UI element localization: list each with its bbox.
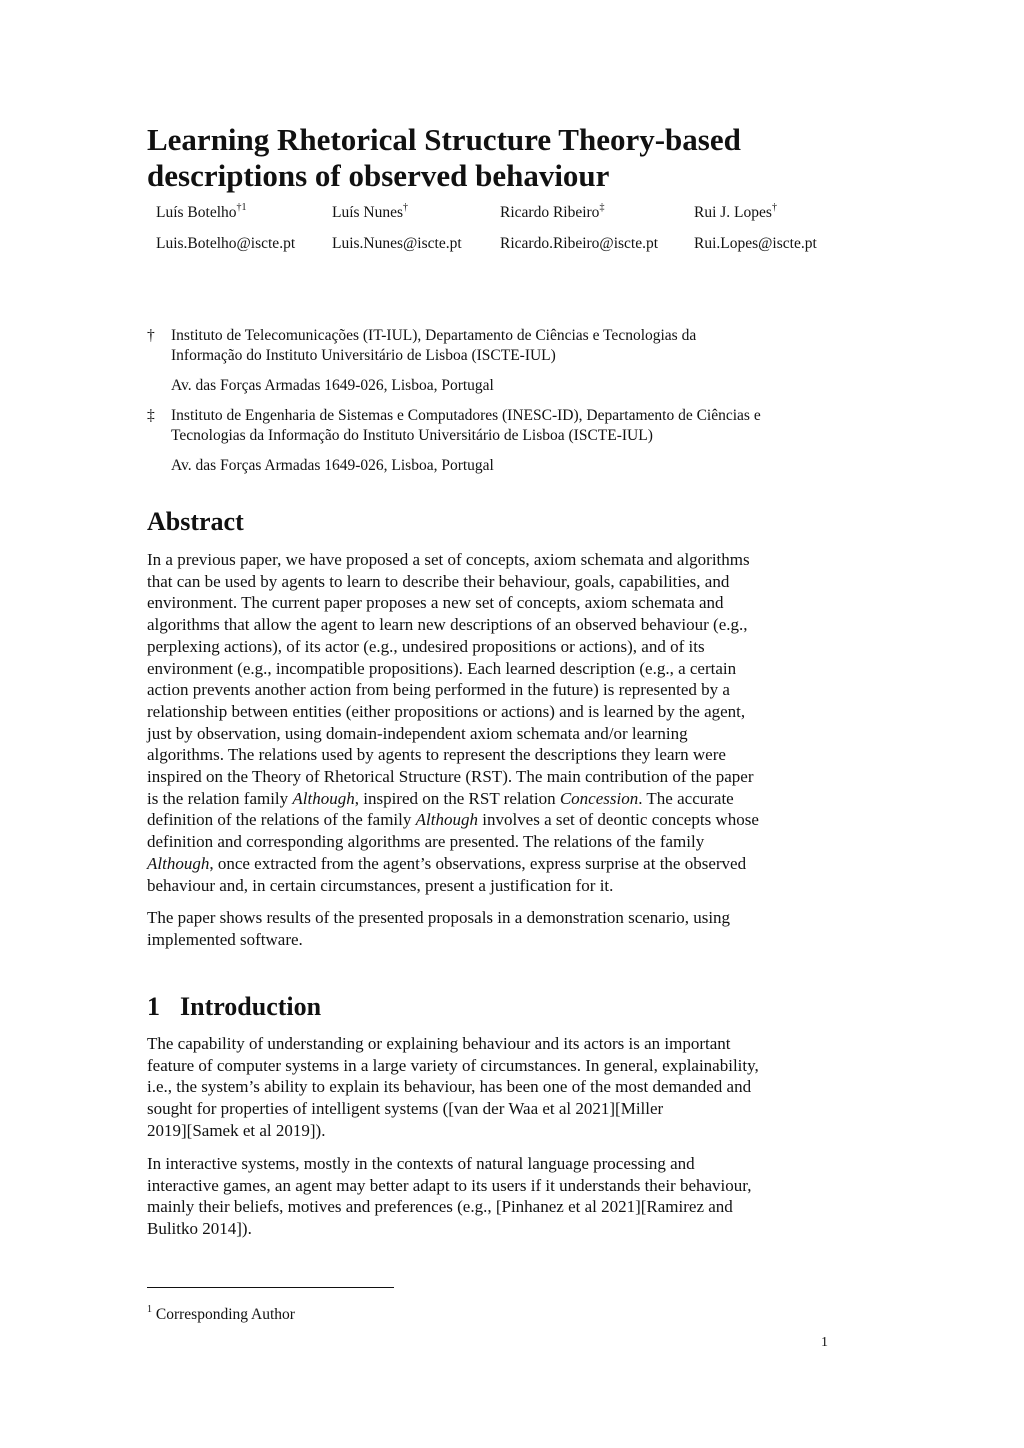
text-line: Bulitko 2014]). <box>147 1219 252 1239</box>
page-number: 1 <box>821 1335 828 1350</box>
italic-term: Although <box>415 810 478 830</box>
affiliation-text <box>171 406 837 446</box>
text-line: behaviour and, in certain circumstances, present a justification for it. <box>147 875 614 895</box>
author-mark: †1 <box>236 201 247 213</box>
text-line: In interactive systems, mostly in the contexts of natural language processing and <box>147 1154 695 1173</box>
affiliation-mark: † <box>147 327 155 344</box>
author-mark: † <box>403 201 409 213</box>
text-line: action prevents another action from being performed in the future) is represented by a <box>147 680 730 700</box>
author-email[interactable]: Ricardo.Ribeiro@iscte.pt <box>500 235 659 252</box>
author-email[interactable]: Luis.Nunes@iscte.pt <box>332 235 462 252</box>
text-line: implemented software. <box>147 929 303 949</box>
author-mark: † <box>771 201 777 213</box>
author-name: Luís Nunes <box>332 204 404 221</box>
footnote-text: Corresponding Author <box>152 1306 295 1323</box>
title-line: descriptions of observed behaviour <box>147 158 610 193</box>
footnote-mark: 1 <box>147 1303 152 1315</box>
text-line: sought for properties of intelligent systems ([van der Waa et al 2021][Miller <box>147 1099 664 1119</box>
affiliation-line: Instituto de Telecomunicações (IT-IUL), Departamento de Ciências e Tecnologias da <box>171 327 697 344</box>
intro-paragraph <box>147 1153 837 1240</box>
section-number: 1 <box>147 992 160 1021</box>
affiliation-address: Av. das Forças Armadas 1649-026, Lisboa, Portugal <box>171 377 494 394</box>
affiliation-line: Tecnologias da Informação do Instituto Universitário de Lisboa (ISCTE-IUL) <box>171 427 653 444</box>
author-mark: ‡ <box>599 201 605 213</box>
text-span: definition of the relations of the family <box>147 810 416 830</box>
italic-term: Concession <box>559 788 639 808</box>
text-line: that can be used by agents to learn to describe their behaviour, goals, capabilities, and <box>147 571 730 591</box>
author-name: Luís Botelho <box>156 204 237 221</box>
author-email[interactable]: Luis.Botelho@iscte.pt <box>156 235 296 252</box>
section-title: Introduction <box>180 992 322 1021</box>
text-span: involves a set of deontic concepts whose <box>477 810 759 830</box>
text-line: The capability of understanding or explaining behaviour and its actors is an important <box>147 1034 731 1053</box>
text-span: is the relation family <box>147 788 293 808</box>
text-line: In a previous paper, we have proposed a set of concepts, axiom schemata and algorithms <box>147 550 750 569</box>
affiliation-it-iul <box>147 326 837 396</box>
footnote <box>147 1303 295 1324</box>
author-email[interactable]: Rui.Lopes@iscte.pt <box>694 235 817 252</box>
abstract-heading: Abstract <box>147 507 244 536</box>
text-span: . The accurate <box>638 788 734 808</box>
text-line: The paper shows results of the presented proposals in a demonstration scenario, using <box>147 908 731 927</box>
affiliation-address: Av. das Forças Armadas 1649-026, Lisboa, Portugal <box>171 457 494 474</box>
text-line <box>147 853 837 875</box>
text-line: mainly their beliefs, motives and preferences (e.g., [Pinhanez et al 2021][Ramirez and <box>147 1197 733 1217</box>
text-line: environment. The current paper proposes a new set of concepts, axiom schemata and <box>147 593 724 613</box>
author-name: Rui J. Lopes <box>694 204 772 221</box>
italic-term: Although <box>147 853 210 873</box>
author-name: Ricardo Ribeiro <box>500 204 600 221</box>
affiliation-inesc-id <box>147 406 837 476</box>
affiliation-text <box>171 326 837 366</box>
text-line <box>147 809 837 831</box>
text-line: just by observation, using domain-independent axiom schemata and/or learning <box>147 723 688 743</box>
text-line: definition and corresponding algorithms are presented. The relations of the family <box>147 832 705 852</box>
text-line: environment (e.g., incompatible propositions). Each learned description (e.g., a certain <box>147 658 737 678</box>
text-line: interactive games, an agent may better adapt to its users if it understands their behaviour, <box>147 1175 752 1195</box>
italic-term: Although <box>292 788 355 808</box>
abstract-paragraph <box>147 549 837 896</box>
text-span: , once extracted from the agent’s observations, express surprise at the observed <box>209 853 747 873</box>
title-line: Learning Rhetorical Structure Theory-based <box>147 122 741 157</box>
text-line <box>147 788 837 810</box>
text-line: algorithms that allow the agent to learn new descriptions of an observed behaviour (e.g., <box>147 615 748 635</box>
text-line: i.e., the system’s ability to explain its behaviour, has been one of the most demanded and <box>147 1077 752 1097</box>
text-line: relationship between entities (either propositions or actions) and is learned by the agent, <box>147 701 746 721</box>
section-heading-introduction <box>147 992 321 1022</box>
affiliation-line: Instituto de Engenharia de Sistemas e Computadores (INESC-ID), Departamento de Ciências e <box>171 407 761 424</box>
text-line: algorithms. The relations used by agents to represent the descriptions they learn were <box>147 745 726 765</box>
author-block <box>147 202 847 262</box>
intro-paragraph <box>147 1033 837 1142</box>
footnote-rule <box>147 1287 394 1288</box>
text-span: , inspired on the RST relation <box>354 788 560 808</box>
text-line: 2019][Samek et al 2019]). <box>147 1120 326 1140</box>
abstract-paragraph <box>147 907 837 950</box>
text-line: inspired on the Theory of Rhetorical Structure (RST). The main contribution of the paper <box>147 767 754 787</box>
paper-title <box>147 122 867 194</box>
text-line: perplexing actions), of its actor (e.g., undesired propositions or actions), and of its <box>147 636 705 656</box>
affiliation-line: Informação do Instituto Universitário de Lisboa (ISCTE-IUL) <box>171 347 556 364</box>
text-line: feature of computer systems in a large variety of circumstances. In general, explainability, <box>147 1055 759 1075</box>
affiliation-mark: ‡ <box>147 407 155 424</box>
